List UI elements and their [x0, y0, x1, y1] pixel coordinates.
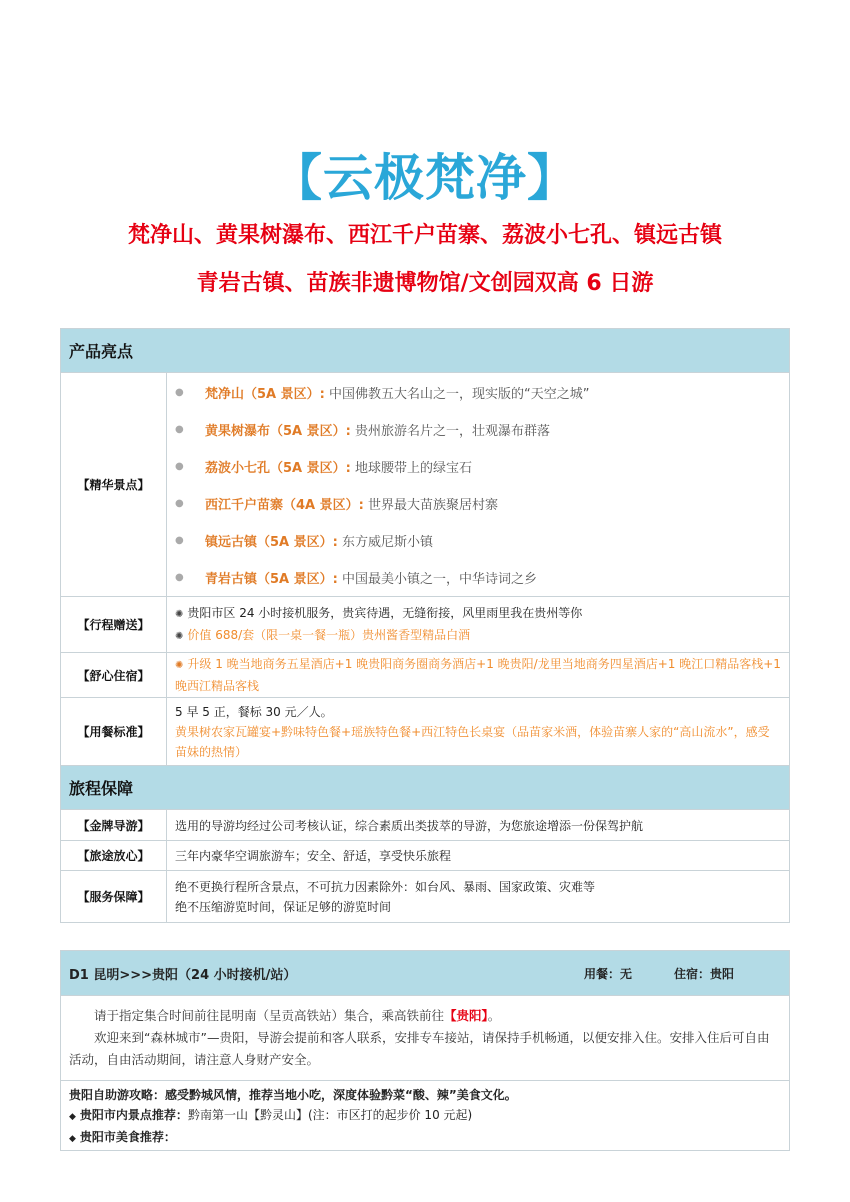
spot-item: ● 黄果树瀑布（5A 景区）: 贵州旅游名片之一，壮观瀑布群落: [167, 411, 789, 448]
sun-bullet-icon: ✺: [175, 630, 184, 642]
bullet-dot-icon: ●: [175, 423, 184, 435]
day1-header: [61, 951, 790, 996]
tip-item-2: ◆ 贵阳市美食推荐：: [69, 1130, 176, 1144]
meal-line-1: 5 早 5 正，餐标 30 元／人。: [175, 704, 333, 719]
highlights-table: [60, 328, 790, 923]
gift-label: 【行程赠送】: [61, 597, 167, 653]
tip-item-1: ◆ 贵阳市内景点推荐：黔南第一山【黔灵山】(注：市区打的起步价 10 元起): [69, 1108, 473, 1122]
day1-table: [60, 950, 790, 1151]
sun-bullet-icon: ✺: [175, 608, 184, 620]
sun-bullet-icon: ✺: [175, 660, 184, 671]
trip-label: 【旅途放心】: [61, 841, 167, 871]
bullet-dot-icon: ●: [175, 534, 184, 546]
day1-paragraph-2: 欢迎来到“森林城市”—贵阳，导游会提前和客人联系，安排专车接站，请保持手机畅通，以便安排入住。安排入住后可自由活动，自由活动期间，请注意人身财产安全。: [69, 1030, 770, 1067]
guide-text: 选用的导游均经过公司考核认证，综合素质出类拔萃的导游，为您旅途增添一份保驾护航: [167, 810, 790, 841]
guarantee-header: 旅程保障: [61, 766, 790, 810]
spot-item: ● 镇远古镇（5A 景区）: 东方威尼斯小镇: [167, 522, 789, 559]
stay-label: 【舒心住宿】: [61, 653, 167, 698]
day1-meal: 用餐：无: [584, 966, 633, 981]
service-line-1: 绝不更换行程所含景点，不可抗力因素除外：如台风、暴雨、国家政策、灾难等: [175, 879, 596, 894]
bullet-dot-icon: ●: [175, 571, 184, 583]
trip-text: 三年内豪华空调旅游车；安全、舒适，享受快乐旅程: [167, 841, 790, 871]
spot-item: ● 青岩古镇（5A 景区）: 中国最美小镇之一，中华诗词之乡: [167, 559, 789, 596]
bullet-dot-icon: ●: [175, 497, 184, 509]
gift-line-2: ✺ 价值 688/套（限一桌一餐一瓶）贵州酱香型精品白酒: [175, 627, 471, 642]
tips-title: 贵阳自助游攻略：感受黔城风情，推荐当地小吃，深度体验黔菜“酸、辣”美食文化。: [69, 1088, 517, 1102]
spots-label: 【精华景点】: [61, 373, 167, 597]
service-line-2: 绝不压缩游览时间，保证足够的游览时间: [175, 899, 392, 914]
meal-line-2: 黄果树农家瓦罐宴+黔味特色餐+瑶族特色餐+西江特色长桌宴（品苗家米酒，体验苗寨人家的“高山流水”，感受苗妹的热情）: [175, 724, 770, 759]
spot-item: ● 西江千户苗寨（4A 景区）: 世界最大苗族聚居村寨: [167, 485, 789, 522]
page-title: 【云极梵净】: [272, 149, 578, 207]
spot-item: ● 荔波小七孔（5A 景区）: 地球腰带上的绿宝石: [167, 448, 789, 485]
stay-text: ✺ 升级 1 晚当地商务五星酒店+1 晚贵阳商务圈商务酒店+1 晚贵阳/龙里当地商务四星酒店+1 晚江口精品客栈+1 晚西江精品客栈: [167, 653, 790, 698]
guide-label: 【金牌导游】: [61, 810, 167, 841]
gift-line-1: ✺ 贵阳市区 24 小时接机服务，贵宾待遇，无缝衔接，风里雨里我在贵州等你: [175, 605, 583, 620]
day1-stay: 住宿：贵阳: [674, 966, 735, 981]
subtitle-tour: 青岩古镇、苗族非遗博物馆/文创园双高 6 日游: [196, 271, 654, 296]
service-label: 【服务保障】: [61, 871, 167, 923]
spot-item: ● 梵净山（5A 景区）: 中国佛教五大名山之一，现实版的“天空之城”: [167, 374, 789, 411]
bullet-dot-icon: ●: [175, 386, 184, 398]
subtitle-destinations: 梵净山、黄果树瀑布、西江千户苗寨、荔波小七孔、镇远古镇: [127, 223, 722, 248]
diamond-bullet-icon: ◆: [69, 1112, 76, 1122]
meal-label: 【用餐标准】: [61, 698, 167, 766]
bullet-dot-icon: ●: [175, 460, 184, 472]
day1-title: D1 昆明>>>贵阳（24 小时接机/站）: [69, 967, 297, 983]
diamond-bullet-icon: ◆: [69, 1134, 76, 1144]
day1-paragraph-1: 请于指定集合时间前往昆明南（呈贡高铁站）集合，乘高铁前往【贵阳】。: [94, 1008, 501, 1023]
highlights-header: 产品亮点: [61, 329, 790, 373]
